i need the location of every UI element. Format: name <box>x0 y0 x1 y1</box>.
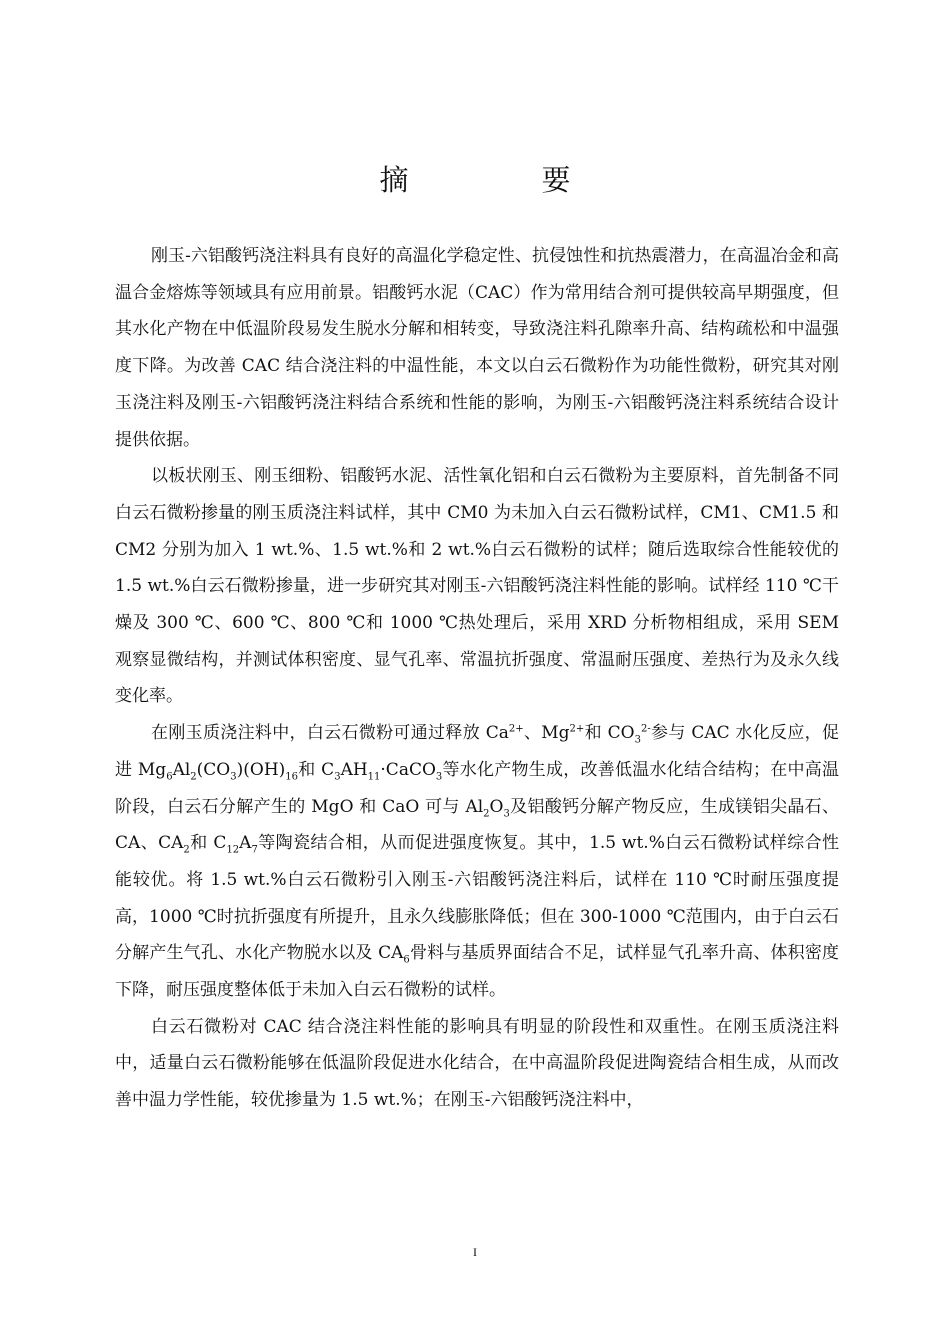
subscript-run: 3 <box>230 771 237 783</box>
superscript-run: 2- <box>640 723 651 735</box>
text-run: Al <box>172 759 191 780</box>
abstract-body <box>115 238 839 1119</box>
text-run: )(OH) <box>236 759 286 780</box>
superscript-run: 2+ <box>508 723 524 735</box>
subscript-run: 6 <box>166 771 173 783</box>
abstract-paragraph <box>115 238 839 458</box>
subscript-run: 2 <box>483 807 490 819</box>
subscript-run: 11 <box>367 771 381 783</box>
subscript-run: 3 <box>435 771 443 783</box>
subscript-run: 7 <box>251 844 258 856</box>
text-run: 等水化产物生成，改善低温水化结合结构；在中高温阶段，白云石分解产生的 MgO 和 CaO 可与 Al <box>115 759 839 817</box>
subscript-run: 16 <box>285 771 299 783</box>
page-number: I <box>473 1245 477 1259</box>
text-run: 参与 CAC 水化反应，促进 Mg <box>115 723 839 780</box>
text-run: A <box>239 833 252 854</box>
abstract-paragraph <box>115 715 839 1009</box>
subscript-run: 3 <box>334 771 341 783</box>
text-run: 和 CO <box>584 723 635 744</box>
text-run: (CO <box>196 759 231 780</box>
text-run: 刚玉-六铝酸钙浇注料具有良好的高温化学稳定性、抗侵蚀性和抗热震潜力，在高温冶金和高温合金熔炼等领域具有应用前景。铝酸钙水泥（CAC）作为常用结合剂可提供较高早期强度，但其水化产物在中低温阶段易发生脱水分解和相转变，导致浇注料孔隙率升高、结构疏松和中温强度下降。为改善 CAC 结合浇注料的中温性能，本文以白云石微粉作为功能性微粉，研究其对刚玉浇注料及刚玉-六铝酸钙浇注料结合系统和性能的影响，为刚玉-六铝酸钙浇注料系统结合设计提供依据。 <box>115 246 839 450</box>
subscript-run: 2 <box>190 771 197 783</box>
text-run: ·CaCO <box>380 759 436 780</box>
text-run: 骨料与基质界面结合不足，试样显气孔率升高、体积密度下降，耐压强度整体低于未加入白云石微粉的试样。 <box>115 943 840 1001</box>
subscript-run: 6 <box>403 954 410 966</box>
text-run: 和 C <box>298 759 335 780</box>
text-run: 在刚玉质浇注料中，白云石微粉可通过释放 Ca <box>151 723 509 744</box>
subscript-run: 3 <box>503 807 510 819</box>
text-run: 、Mg <box>523 723 570 744</box>
subscript-run: 2 <box>183 844 190 856</box>
abstract-title: 摘 要 <box>379 163 623 197</box>
subscript-run: 12 <box>226 844 240 856</box>
text-run: AH <box>340 759 368 780</box>
text-run: 白云石微粉对 CAC 结合浇注料性能的影响具有明显的阶段性和双重性。在刚玉质浇注料中，适量白云石微粉能够在低温阶段促进水化结合，在中高温阶段促进陶瓷结合相生成，从而改善中温力学性能，较优掺量为 1.5 wt.%；在刚玉-六铝酸钙浇注料中， <box>115 1016 839 1111</box>
text-run: 以板状刚玉、刚玉细粉、铝酸钙水泥、活性氧化铝和白云石微粉为主要原料，首先制备不同白云石微粉掺量的刚玉质浇注料试样，其中 CM0 为未加入白云石微粉试样，CM1、CM1.5 和 CM2 分别为加入 1 wt.%、1.5 wt.%和 2 wt.%白云石微粉的试样；随后选取综合性能较优的 1.5 wt.%白云石微粉掺量，进一步研究其对刚玉-六铝酸钙浇注料性能的影响。试样经 110 ℃干燥及 300 ℃、600 ℃、800 ℃和 1000 ℃热处理后，采用 XRD 分析物相组成，采用 SEM 观察显微结构，并测试体积密度、显气孔率、常温抗折强度、常温耐压强度、差热行为及永久线变化率。 <box>115 466 839 707</box>
abstract-paragraph <box>115 458 839 715</box>
text-run: O <box>489 796 504 817</box>
subscript-run: 3 <box>634 734 641 746</box>
text-run: 及铝酸钙分解产物反应，生成镁铝尖晶石、CA、CA <box>115 796 839 854</box>
abstract-paragraph <box>115 1009 839 1119</box>
text-run: 和 C <box>189 833 227 854</box>
superscript-run: 2+ <box>569 723 585 735</box>
text-run: 等陶瓷结合相，从而促进强度恢复。其中，1.5 wt.%白云石微粉试样综合性能较优。将 1.5 wt.%白云石微粉引入刚玉-六铝酸钙浇注料后，试样在 110 ℃时耐压强度提高，1000 ℃时抗折强度有所提升，且永久线膨胀降低；但在 300-1000 ℃范围内，由于白云石分解产生气孔、水化产物脱水以及 CA <box>115 833 839 964</box>
